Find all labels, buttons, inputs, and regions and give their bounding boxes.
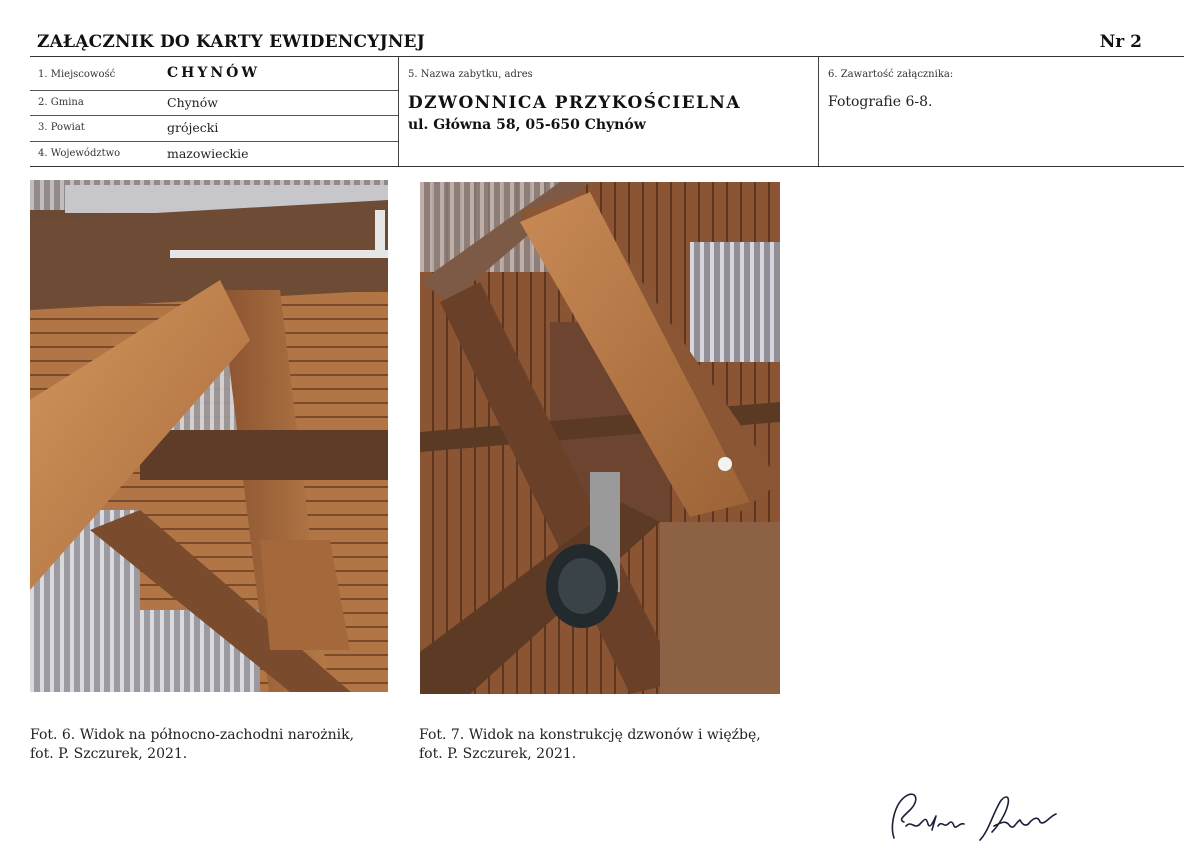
caption-6-line-1: Fot. 6. Widok na północno-zachodni narożnik, — [30, 727, 355, 743]
photo-7-image — [420, 182, 780, 694]
commune-label: 2. Gmina — [38, 97, 84, 108]
caption-6-line-2: fot. P. Szczurek, 2021. — [30, 746, 188, 762]
locality-value: CHYNÓW — [167, 65, 261, 81]
commune-value: Chynów — [167, 95, 218, 110]
column-divider-1 — [398, 57, 399, 166]
county-value: grójecki — [167, 120, 219, 135]
photo-northwest-corner — [30, 180, 388, 692]
photo-6-image — [30, 180, 388, 692]
voivodeship-label: 4. Województwo — [38, 148, 121, 159]
photo-bell-structure — [420, 182, 780, 694]
contents-label: 6. Zawartość załącznika: — [828, 69, 954, 80]
row-divider-3 — [30, 141, 398, 142]
voivodeship-value: mazowieckie — [167, 146, 249, 161]
row-divider-1 — [30, 90, 398, 91]
caption-7-line-1: Fot. 7. Widok na konstrukcję dzwonów i więźbę, — [419, 727, 761, 743]
header-top-rule — [30, 56, 1184, 57]
monument-address: ul. Główna 58, 05-650 Chynów — [408, 117, 646, 133]
document-number: Nr 2 — [1099, 32, 1142, 52]
caption-photo-6 — [30, 726, 354, 764]
caption-photo-7 — [419, 726, 761, 764]
row-divider-2 — [30, 115, 398, 116]
column-divider-2 — [818, 57, 819, 166]
contents-value: Fotografie 6-8. — [828, 94, 933, 110]
handwritten-signature — [880, 786, 1080, 846]
document-title: ZAŁĄCZNIK DO KARTY EWIDENCYJNEJ — [37, 32, 425, 52]
caption-7-line-2: fot. P. Szczurek, 2021. — [419, 746, 577, 762]
locality-label: 1. Miejscowość — [38, 69, 116, 80]
header-bottom-rule — [30, 166, 1184, 167]
monument-label: 5. Nazwa zabytku, adres — [408, 69, 533, 80]
monument-name: DZWONNICA PRZYKOŚCIELNA — [408, 93, 741, 113]
county-label: 3. Powiat — [38, 122, 85, 133]
